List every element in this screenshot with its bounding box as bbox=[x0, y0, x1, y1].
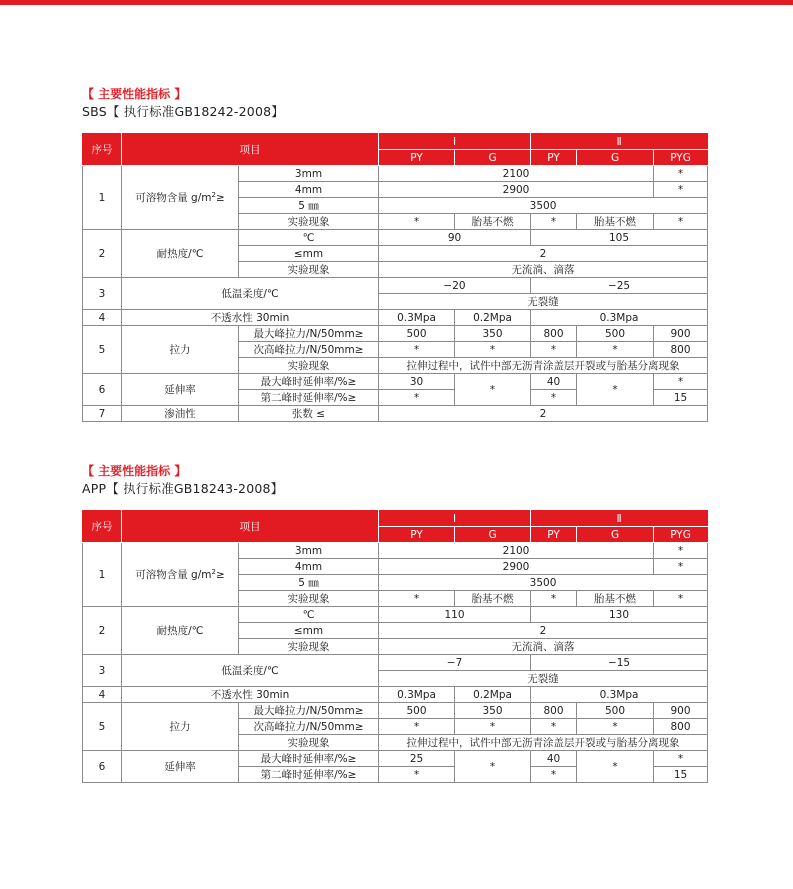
table-row bbox=[83, 310, 708, 326]
value-cell: * bbox=[379, 214, 455, 230]
row-no: 6 bbox=[83, 751, 122, 783]
row-no: 4 bbox=[83, 310, 122, 326]
value-cell: 胎基不燃 bbox=[455, 214, 531, 230]
value-cell: 2 bbox=[379, 406, 708, 422]
row-label-soluble: 可溶物含量 $g/m^2\ge$ bbox=[122, 166, 239, 230]
value-cell: −15 bbox=[531, 655, 708, 671]
value-cell: 500 bbox=[379, 703, 455, 719]
value-cell: 40 bbox=[531, 374, 577, 390]
sub-item: 次高峰拉力/N/50mm≥ bbox=[239, 719, 379, 735]
section-title: 【 主要性能指标 】 bbox=[82, 87, 187, 101]
table-row bbox=[83, 230, 708, 246]
value-cell: 0.2Mpa bbox=[455, 310, 531, 326]
sub-item: 4mm bbox=[239, 182, 379, 198]
value-cell: 胎基不燃 bbox=[577, 214, 654, 230]
sub-item: 次高峰拉力/N/50mm≥ bbox=[239, 342, 379, 358]
row-no: 5 bbox=[83, 326, 122, 374]
value-cell: * bbox=[577, 719, 654, 735]
value-cell: 500 bbox=[379, 326, 455, 342]
sub-item: 最大峰拉力/N/50mm≥ bbox=[239, 703, 379, 719]
row-label-seepage: 渗油性 bbox=[122, 406, 239, 422]
header-grade-1: Ⅰ bbox=[379, 511, 531, 527]
value-cell: 500 bbox=[577, 703, 654, 719]
value-cell: 40 bbox=[531, 751, 577, 767]
value-cell: * bbox=[379, 591, 455, 607]
sub-item: 5 ㎜ bbox=[239, 575, 379, 591]
header-item: 项目 bbox=[122, 511, 379, 543]
value-cell: 110 bbox=[379, 607, 531, 623]
value-cell: * bbox=[531, 342, 577, 358]
value-cell: 0.2Mpa bbox=[455, 687, 531, 703]
header-py: PY bbox=[531, 150, 577, 166]
row-label-cold: 低温柔度/℃ bbox=[122, 278, 379, 310]
sub-item: 3mm bbox=[239, 166, 379, 182]
row-label-cold: 低温柔度/℃ bbox=[122, 655, 379, 687]
sub-item: ℃ bbox=[239, 230, 379, 246]
sub-item: 最大峰时延伸率/%≥ bbox=[239, 751, 379, 767]
value-cell: 105 bbox=[531, 230, 708, 246]
value-cell: 800 bbox=[654, 342, 708, 358]
value-cell: * bbox=[654, 559, 708, 575]
value-cell: 15 bbox=[654, 767, 708, 783]
top-accent-bar bbox=[0, 0, 793, 5]
header-g: G bbox=[577, 150, 654, 166]
table-row bbox=[83, 655, 708, 671]
section-standard: SBS【 执行标准GB18242-2008】 bbox=[82, 104, 284, 119]
sub-item: 实验现象 bbox=[239, 591, 379, 607]
header-no: 序号 bbox=[83, 511, 122, 543]
header-py: PY bbox=[531, 527, 577, 543]
value-cell: 无流淌、滴落 bbox=[379, 262, 708, 278]
table-row bbox=[83, 751, 708, 767]
table-row bbox=[83, 543, 708, 559]
value-cell: 2 bbox=[379, 623, 708, 639]
value-cell: * bbox=[654, 214, 708, 230]
row-label-tensile: 拉力 bbox=[122, 703, 239, 751]
value-cell: 3500 bbox=[379, 198, 708, 214]
value-cell: 130 bbox=[531, 607, 708, 623]
value-cell: * bbox=[379, 767, 455, 783]
value-cell: * bbox=[379, 719, 455, 735]
sub-item: 张数 ≤ bbox=[239, 406, 379, 422]
table-row bbox=[83, 687, 708, 703]
table-row bbox=[83, 607, 708, 623]
value-cell: * bbox=[455, 342, 531, 358]
value-cell: −7 bbox=[379, 655, 531, 671]
value-cell: 900 bbox=[654, 326, 708, 342]
value-cell: 350 bbox=[455, 326, 531, 342]
value-cell: * bbox=[654, 591, 708, 607]
table-row bbox=[83, 166, 708, 182]
header-grade-1: Ⅰ bbox=[379, 134, 531, 150]
value-cell: 无裂缝 bbox=[379, 671, 708, 687]
value-cell: * bbox=[531, 390, 577, 406]
value-cell: 0.3Mpa bbox=[379, 310, 455, 326]
row-label-heat: 耐热度/℃ bbox=[122, 230, 239, 278]
sub-item: 最大峰拉力/N/50mm≥ bbox=[239, 326, 379, 342]
sub-item: ℃ bbox=[239, 607, 379, 623]
value-cell: 0.3Mpa bbox=[531, 687, 708, 703]
value-cell: −25 bbox=[531, 278, 708, 294]
value-cell: * bbox=[654, 166, 708, 182]
sub-item: 实验现象 bbox=[239, 262, 379, 278]
row-no: 4 bbox=[83, 687, 122, 703]
sub-item: 实验现象 bbox=[239, 358, 379, 374]
value-cell: 30 bbox=[379, 374, 455, 390]
value-cell: * bbox=[531, 767, 577, 783]
value-cell: * bbox=[531, 591, 577, 607]
value-cell: 800 bbox=[531, 326, 577, 342]
value-cell: 800 bbox=[531, 703, 577, 719]
value-cell: 胎基不燃 bbox=[577, 591, 654, 607]
sub-item: 最大峰时延伸率/%≥ bbox=[239, 374, 379, 390]
row-label-water: 不透水性 30min bbox=[122, 310, 379, 326]
header-grade-2: Ⅱ bbox=[531, 134, 708, 150]
value-cell: 2900 bbox=[379, 182, 654, 198]
value-cell: 拉伸过程中，试件中部无沥青涂盖层开裂或与胎基分离现象 bbox=[379, 735, 708, 751]
row-no: 6 bbox=[83, 374, 122, 406]
row-label-heat: 耐热度/℃ bbox=[122, 607, 239, 655]
header-py: PY bbox=[379, 527, 455, 543]
value-cell: 90 bbox=[379, 230, 531, 246]
value-cell: 900 bbox=[654, 703, 708, 719]
sub-item: 第二峰时延伸率/%≥ bbox=[239, 390, 379, 406]
row-label-soluble: 可溶物含量 $g/m^2\ge$ bbox=[122, 543, 239, 607]
table-row bbox=[83, 703, 708, 719]
sub-item: 实验现象 bbox=[239, 639, 379, 655]
table-row bbox=[83, 406, 708, 422]
value-cell: 800 bbox=[654, 719, 708, 735]
value-cell: 15 bbox=[654, 390, 708, 406]
value-cell: * bbox=[379, 390, 455, 406]
value-cell: 500 bbox=[577, 326, 654, 342]
value-cell: 胎基不燃 bbox=[455, 591, 531, 607]
value-cell: * bbox=[379, 342, 455, 358]
row-no: 7 bbox=[83, 406, 122, 422]
value-cell: 2100 bbox=[379, 166, 654, 182]
value-cell: 2900 bbox=[379, 559, 654, 575]
value-cell: 3500 bbox=[379, 575, 708, 591]
value-cell: * bbox=[455, 374, 531, 406]
section-title: 【 主要性能指标 】 bbox=[82, 464, 187, 478]
sub-item: 实验现象 bbox=[239, 735, 379, 751]
value-cell: * bbox=[654, 374, 708, 390]
value-cell: 25 bbox=[379, 751, 455, 767]
header-g: G bbox=[455, 150, 531, 166]
value-cell: 无裂缝 bbox=[379, 294, 708, 310]
row-label-water: 不透水性 30min bbox=[122, 687, 379, 703]
table-header-row bbox=[83, 134, 708, 150]
sub-item: ≤mm bbox=[239, 246, 379, 262]
row-no: 5 bbox=[83, 703, 122, 751]
value-cell: 350 bbox=[455, 703, 531, 719]
sub-item: 3mm bbox=[239, 543, 379, 559]
value-cell: 2 bbox=[379, 246, 708, 262]
header-grade-2: Ⅱ bbox=[531, 511, 708, 527]
value-cell: * bbox=[654, 751, 708, 767]
value-cell: * bbox=[577, 751, 654, 783]
row-no: 3 bbox=[83, 278, 122, 310]
value-cell: * bbox=[455, 751, 531, 783]
value-cell: 0.3Mpa bbox=[379, 687, 455, 703]
value-cell: 拉伸过程中，试件中部无沥青涂盖层开裂或与胎基分离现象 bbox=[379, 358, 708, 374]
app-spec-table bbox=[82, 510, 708, 783]
value-cell: −20 bbox=[379, 278, 531, 294]
value-cell: * bbox=[531, 719, 577, 735]
header-py: PY bbox=[379, 150, 455, 166]
header-item: 项目 bbox=[122, 134, 379, 166]
row-no: 1 bbox=[83, 166, 122, 230]
table-row bbox=[83, 374, 708, 390]
value-cell: * bbox=[531, 214, 577, 230]
row-label-elongation: 延伸率 bbox=[122, 374, 239, 406]
header-pyg: PYG bbox=[654, 527, 708, 543]
row-no: 1 bbox=[83, 543, 122, 607]
row-no: 2 bbox=[83, 230, 122, 278]
value-cell: 无流淌、滴落 bbox=[379, 639, 708, 655]
value-cell: 0.3Mpa bbox=[531, 310, 708, 326]
section-standard: APP【 执行标准GB18243-2008】 bbox=[82, 481, 284, 496]
app-section bbox=[82, 463, 707, 783]
sub-item: 实验现象 bbox=[239, 214, 379, 230]
table-row bbox=[83, 278, 708, 294]
header-g: G bbox=[455, 527, 531, 543]
header-g: G bbox=[577, 527, 654, 543]
sub-item: ≤mm bbox=[239, 623, 379, 639]
value-cell: * bbox=[455, 719, 531, 735]
sub-item: 5 ㎜ bbox=[239, 198, 379, 214]
value-cell: * bbox=[654, 182, 708, 198]
value-cell: * bbox=[654, 543, 708, 559]
sbs-spec-table bbox=[82, 133, 708, 422]
row-no: 3 bbox=[83, 655, 122, 687]
table-header-row bbox=[83, 511, 708, 527]
sub-item: 4mm bbox=[239, 559, 379, 575]
sbs-section bbox=[82, 86, 707, 422]
value-cell: * bbox=[577, 342, 654, 358]
sub-item: 第二峰时延伸率/%≥ bbox=[239, 767, 379, 783]
header-pyg: PYG bbox=[654, 150, 708, 166]
table-row bbox=[83, 326, 708, 342]
row-label-tensile: 拉力 bbox=[122, 326, 239, 374]
row-no: 2 bbox=[83, 607, 122, 655]
value-cell: 2100 bbox=[379, 543, 654, 559]
header-no: 序号 bbox=[83, 134, 122, 166]
value-cell: * bbox=[577, 374, 654, 406]
row-label-elongation: 延伸率 bbox=[122, 751, 239, 783]
